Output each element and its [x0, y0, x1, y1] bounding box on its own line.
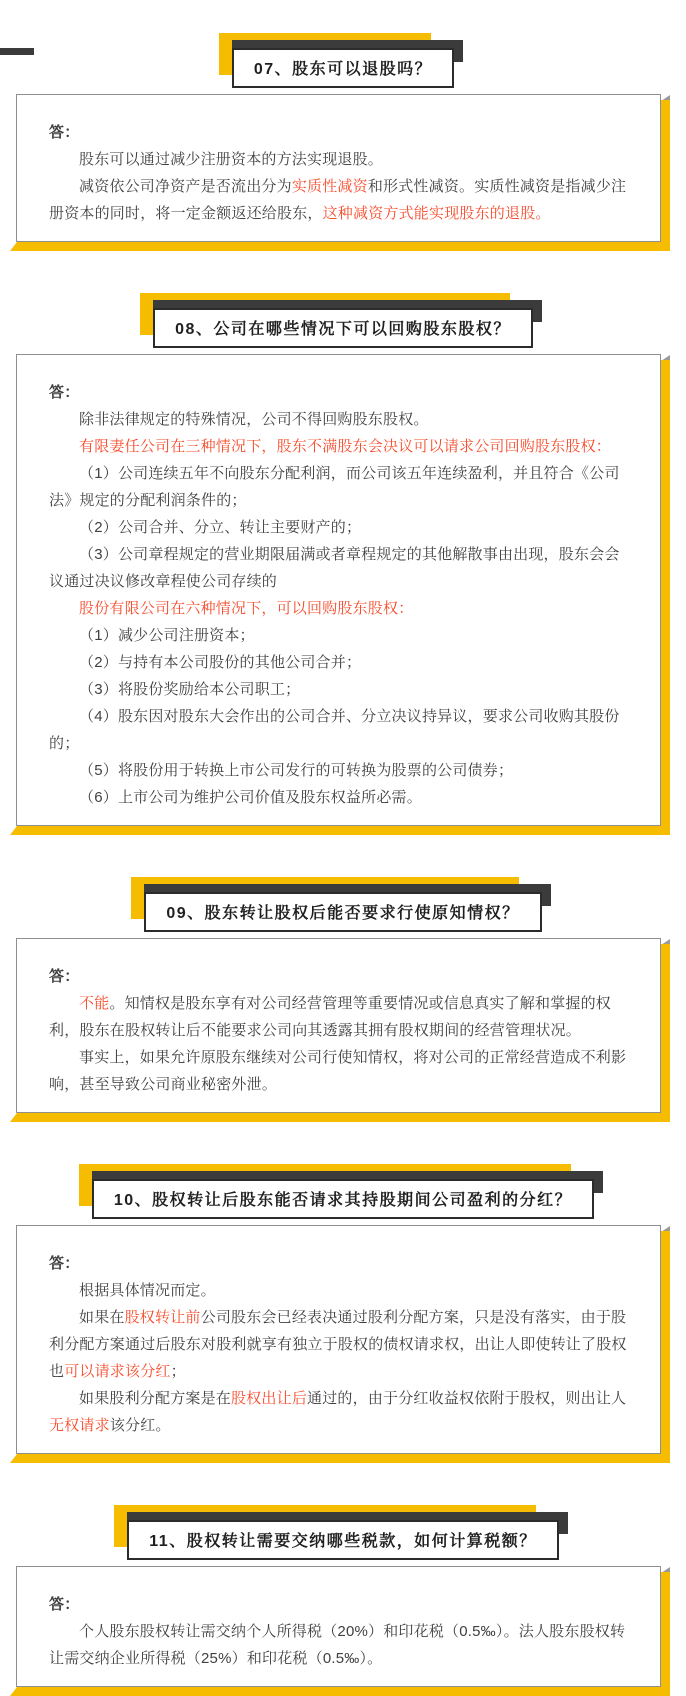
answer-paragraph — [49, 173, 630, 227]
highlighted-text: 股权出让后 — [231, 1390, 308, 1407]
question-title-text: 08、公司在哪些情况下可以回购股东股权？ — [175, 321, 511, 338]
answer-paragraph — [49, 622, 630, 649]
answer-paragraph — [49, 1304, 630, 1385]
question-title-text: 10、股权转让后股东能否请求其持股期间公司盈利的分红？ — [113, 1192, 573, 1209]
answer-paragraph — [49, 595, 630, 622]
body-text: 如果在 — [79, 1309, 125, 1326]
answer-label: 答： — [49, 968, 80, 985]
body-text: 除非法律规定的特殊情况，公司不得回购股东股权。 — [79, 411, 429, 428]
answer-paragraph — [49, 514, 630, 541]
highlighted-text: 不能 — [79, 995, 110, 1012]
answer-paragraph — [49, 460, 630, 514]
body-text: 。知情权是股东享有对公司经营管理等重要情况或信息真实了解和掌握的权利，股东在股权转让后不能要求公司向其透露其拥有股权期间的经营管理状况。 — [49, 995, 612, 1039]
question-title — [92, 1179, 594, 1219]
highlighted-text: 股权转让前 — [124, 1309, 201, 1326]
question-title-text: 07、股东可以退股吗？ — [253, 61, 433, 78]
qa-section — [0, 308, 686, 826]
question-title-text: 09、股东转让股权后能否要求行使原知情权？ — [166, 905, 520, 922]
answer-card — [16, 94, 661, 242]
answer-paragraph — [49, 1044, 630, 1098]
body-text: （3）将股份奖励给本公司职工； — [79, 681, 301, 698]
answer-paragraph — [49, 784, 630, 811]
answer-paragraphs — [49, 406, 630, 811]
card-bottom-accent — [10, 1687, 670, 1696]
highlighted-text: 可以请求该分红 — [64, 1363, 171, 1380]
answer-paragraphs — [49, 1618, 630, 1672]
answer-card — [16, 1225, 661, 1454]
body-text: （1）减少公司注册资本； — [79, 627, 255, 644]
answer-paragraph — [49, 703, 630, 757]
card-right-accent — [661, 1572, 670, 1696]
card-bottom-accent — [10, 242, 670, 251]
answer-paragraph — [49, 757, 630, 784]
answer-label: 答： — [49, 384, 80, 401]
body-text: （5）将股份用于转换上市公司发行的可转换为股票的公司债券； — [79, 762, 514, 779]
body-text: 减资依公司净资产是否流出分为 — [79, 178, 292, 195]
answer-paragraph — [49, 146, 630, 173]
question-title-block — [127, 1520, 558, 1560]
answer-label: 答： — [49, 1596, 80, 1613]
body-text: （2）与持有本公司股份的其他公司合并； — [79, 654, 362, 671]
question-title-block — [92, 1179, 594, 1219]
top-left-dark-remnant — [0, 48, 34, 55]
body-text: （3）公司章程规定的营业期限届满或者章程规定的其他解散事由出现，股东会会议通过决议修改章程使公司存续的 — [49, 546, 620, 590]
answer-paragraph — [49, 990, 630, 1044]
question-title-text: 11、股权转让需要交纳哪些税款，如何计算税额？ — [149, 1533, 537, 1550]
answer-paragraphs — [49, 146, 630, 227]
qa-section — [0, 892, 686, 1113]
answer-label: 答： — [49, 124, 80, 141]
question-title-block — [232, 48, 454, 88]
body-text: （4）股东因对股东大会作出的公司合并、分立决议持异议，要求公司收购其股份的； — [49, 708, 620, 752]
qa-article — [0, 48, 686, 1687]
body-text: 和形式性减资。实质性减资是指减少注册资本的同时，将一定金额返还给股东， — [49, 178, 627, 222]
card-right-accent — [661, 100, 670, 251]
highlighted-text: 这种减资方式能实现股东的退股。 — [322, 205, 551, 222]
card-bottom-accent — [10, 1454, 670, 1463]
body-text: 公司股东会已经表决通过股利分配方案，只是没有落实，由于股利分配方案通过后股东对股利就享有独立于股权的债权请求权，出让人即使转让了股权也 — [49, 1309, 627, 1380]
body-text: 根据具体情况而定。 — [79, 1282, 216, 1299]
answer-paragraph — [49, 649, 630, 676]
answer-card — [16, 938, 661, 1113]
answer-paragraphs — [49, 1277, 630, 1439]
answer-paragraph — [49, 1385, 630, 1439]
highlighted-text: 股份有限公司在六种情况下，可以回购股东股权： — [79, 600, 414, 617]
body-text: 股东可以通过减少注册资本的方法实现退股。 — [79, 151, 384, 168]
card-right-accent — [661, 944, 670, 1122]
answer-paragraph — [49, 1618, 630, 1672]
card-bottom-accent — [10, 1113, 670, 1122]
body-text: 通过的，由于分红收益权依附于股权，则出让人 — [307, 1390, 627, 1407]
question-title — [232, 48, 454, 88]
body-text: （6）上市公司为维护公司价值及股东权益所必需。 — [79, 789, 422, 806]
answer-label: 答： — [49, 1255, 80, 1272]
answer-paragraph — [49, 433, 630, 460]
answer-paragraph — [49, 676, 630, 703]
question-title — [153, 308, 533, 348]
body-text: ； — [170, 1363, 186, 1380]
question-title — [127, 1520, 558, 1560]
answer-card — [16, 354, 661, 826]
card-right-accent — [661, 360, 670, 835]
qa-section — [0, 48, 686, 242]
highlighted-text: 无权请求 — [49, 1417, 110, 1434]
answer-card — [16, 1566, 661, 1687]
answer-paragraphs — [49, 990, 630, 1098]
answer-paragraph — [49, 1277, 630, 1304]
card-bottom-accent — [10, 826, 670, 835]
question-title-block — [144, 892, 541, 932]
body-text: 个人股东股权转让需交纳个人所得税（20%）和印花税（0.5‰）。法人股东股权转让需交纳企业所得税（25%）和印花税（0.5‰）。 — [49, 1623, 626, 1667]
highlighted-text: 有限妻任公司在三种情况下，股东不满股东会决议可以请求公司回购股东股权： — [79, 438, 612, 455]
qa-section — [0, 1520, 686, 1687]
highlighted-text: 实质性减资 — [291, 178, 368, 195]
body-text: （1）公司连续五年不向股东分配利润，而公司该五年连续盈利，并且符合《公司法》规定的分配利润条件的； — [49, 465, 620, 509]
question-title — [144, 892, 541, 932]
body-text: 如果股利分配方案是在 — [79, 1390, 232, 1407]
body-text: 该分红。 — [109, 1417, 171, 1434]
body-text: （2）公司合并、分立、转让主要财产的； — [79, 519, 362, 536]
answer-paragraph — [49, 541, 630, 595]
card-right-accent — [661, 1231, 670, 1463]
body-text: 事实上，如果允许原股东继续对公司行使知情权，将对公司的正常经营造成不利影响，甚至导致公司商业秘密外泄。 — [49, 1049, 627, 1093]
qa-section — [0, 1179, 686, 1454]
question-title-block — [153, 308, 533, 348]
answer-paragraph — [49, 406, 630, 433]
